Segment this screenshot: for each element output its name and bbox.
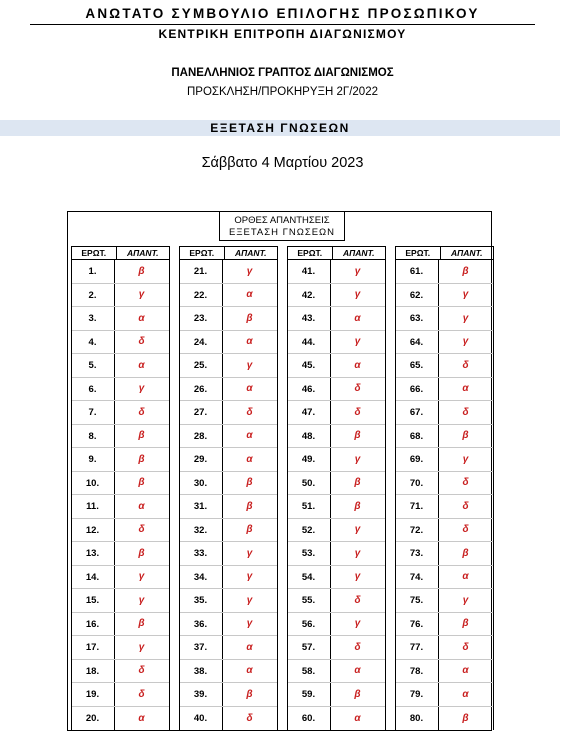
question-number: 10. — [71, 472, 115, 495]
correct-answer: δ — [246, 406, 253, 418]
answer-row — [179, 331, 278, 355]
question-number: 16. — [71, 613, 115, 636]
answer-row — [287, 613, 386, 637]
answer-row — [179, 542, 278, 566]
question-number: 53. — [287, 542, 331, 565]
correct-answer: γ — [462, 289, 469, 301]
question-number: 33. — [179, 542, 223, 565]
question-number: 26. — [179, 378, 223, 401]
answer-header: ΑΠΑΝΤ. — [235, 248, 267, 258]
question-number: 23. — [179, 307, 223, 330]
answer-row — [71, 448, 170, 472]
question-number: 77. — [395, 636, 439, 659]
correct-answer: β — [462, 547, 469, 559]
column-header — [179, 246, 278, 260]
answer-row — [71, 284, 170, 308]
question-number: 32. — [179, 519, 223, 542]
answer-row — [287, 284, 386, 308]
answer-row — [71, 519, 170, 543]
answer-row — [71, 636, 170, 660]
correct-answer: α — [462, 688, 469, 700]
question-number: 67. — [395, 401, 439, 424]
correct-answer: δ — [462, 477, 469, 489]
answer-row — [179, 354, 278, 378]
answer-row — [179, 260, 278, 284]
correct-answer: β — [354, 430, 361, 442]
question-number: 56. — [287, 613, 331, 636]
question-number: 18. — [71, 660, 115, 683]
question-number: 13. — [71, 542, 115, 565]
question-number: 45. — [287, 354, 331, 377]
correct-answer: α — [246, 430, 253, 442]
correct-answer: γ — [354, 265, 361, 277]
answer-row — [395, 472, 494, 496]
answer-row — [179, 707, 278, 731]
correct-answer: γ — [354, 571, 361, 583]
correct-answer: δ — [138, 665, 145, 677]
exam-notice: ΠΡΟΣΚΛΗΣΗ/ΠΡΟΚΗΡΥΞΗ 2Γ/2022 — [186, 86, 378, 98]
correct-answer: α — [354, 359, 361, 371]
column-header — [71, 246, 170, 260]
answer-row — [287, 542, 386, 566]
exam-title: ΠΑΝΕΛΛΗΝΙΟΣ ΓΡΑΠΤΟΣ ΔΙΑΓΩΝΙΣΜΟΣ — [171, 67, 394, 79]
answer-row — [395, 307, 494, 331]
question-number: 69. — [395, 448, 439, 471]
correct-answer: β — [138, 618, 145, 630]
answers-table-title-line2: ΕΞΕΤΑΣΗ ΓΝΩΣΕΩΝ — [228, 226, 336, 238]
answer-row — [179, 589, 278, 613]
answers-table-title — [219, 212, 345, 241]
question-number: 27. — [179, 401, 223, 424]
correct-answer: β — [462, 265, 469, 277]
correct-answer: β — [354, 500, 361, 512]
correct-answer: γ — [354, 524, 361, 536]
correct-answer: β — [462, 712, 469, 724]
question-number: 15. — [71, 589, 115, 612]
answer-row — [71, 425, 170, 449]
answer-row — [287, 589, 386, 613]
answer-column — [395, 246, 494, 730]
answers-table — [67, 211, 492, 731]
answer-row — [287, 566, 386, 590]
correct-answer: δ — [138, 406, 145, 418]
correct-answer: δ — [462, 359, 469, 371]
answer-row — [179, 378, 278, 402]
correct-answer: β — [138, 453, 145, 465]
answer-row — [287, 307, 386, 331]
answers-table-title-line1: ΟΡΘΕΣ ΑΠΑΝΤΗΣΕΙΣ — [234, 215, 330, 226]
correct-answer: γ — [462, 594, 469, 606]
correct-answer: γ — [246, 594, 253, 606]
question-number: 2. — [71, 284, 115, 307]
answer-row — [71, 260, 170, 284]
answer-row — [71, 401, 170, 425]
answer-row — [395, 378, 494, 402]
answer-row — [395, 519, 494, 543]
answer-row — [395, 707, 494, 731]
correct-answer: β — [138, 265, 145, 277]
correct-answer: δ — [354, 383, 361, 395]
question-number: 34. — [179, 566, 223, 589]
question-number: 7. — [71, 401, 115, 424]
correct-answer: δ — [462, 406, 469, 418]
answer-row — [395, 566, 494, 590]
correct-answer: γ — [246, 265, 253, 277]
question-header: ΕΡΩΤ. — [396, 247, 441, 259]
answer-row — [179, 636, 278, 660]
question-number: 25. — [179, 354, 223, 377]
question-number: 58. — [287, 660, 331, 683]
answer-header: ΑΠΑΝΤ. — [127, 248, 159, 258]
answer-row — [179, 401, 278, 425]
question-number: 65. — [395, 354, 439, 377]
question-number: 61. — [395, 260, 439, 283]
question-number: 17. — [71, 636, 115, 659]
correct-answer: β — [246, 477, 253, 489]
answer-row — [395, 260, 494, 284]
answer-row — [395, 542, 494, 566]
correct-answer: γ — [138, 571, 145, 583]
question-number: 46. — [287, 378, 331, 401]
answer-row — [395, 354, 494, 378]
correct-answer: γ — [354, 618, 361, 630]
correct-answer: γ — [462, 453, 469, 465]
question-number: 49. — [287, 448, 331, 471]
answer-row — [179, 519, 278, 543]
council-heading: ΑΝΩΤΑΤΟ ΣΥΜΒΟΥΛΙΟ ΕΠΙΛΟΓΗΣ ΠΡΟΣΩΠΙΚΟΥ — [85, 6, 480, 21]
correct-answer: δ — [138, 336, 145, 348]
correct-answer: β — [138, 430, 145, 442]
answer-row — [71, 307, 170, 331]
correct-answer: δ — [462, 524, 469, 536]
answer-row — [179, 660, 278, 684]
correct-answer: δ — [462, 500, 469, 512]
question-number: 80. — [395, 707, 439, 731]
correct-answer: α — [246, 665, 253, 677]
question-number: 3. — [71, 307, 115, 330]
answer-row — [179, 307, 278, 331]
question-number: 11. — [71, 495, 115, 518]
correct-answer: γ — [246, 618, 253, 630]
question-number: 39. — [179, 683, 223, 706]
answer-row — [287, 707, 386, 731]
question-number: 42. — [287, 284, 331, 307]
answer-row — [395, 448, 494, 472]
correct-answer: α — [138, 312, 145, 324]
correct-answer: δ — [354, 594, 361, 606]
correct-answer: γ — [354, 289, 361, 301]
answer-row — [395, 425, 494, 449]
correct-answer: α — [354, 665, 361, 677]
section-band: ΕΞΕΤΑΣΗ ΓΝΩΣΕΩΝ — [0, 120, 560, 136]
question-number: 43. — [287, 307, 331, 330]
exam-date: Σάββατο 4 Μαρτίου 2023 — [201, 155, 364, 171]
correct-answer: α — [462, 665, 469, 677]
question-number: 62. — [395, 284, 439, 307]
answer-row — [287, 636, 386, 660]
answer-row — [179, 472, 278, 496]
question-number: 79. — [395, 683, 439, 706]
correct-answer: β — [462, 618, 469, 630]
correct-answer: α — [246, 453, 253, 465]
question-number: 72. — [395, 519, 439, 542]
answer-row — [71, 707, 170, 731]
question-number: 64. — [395, 331, 439, 354]
header-rule — [30, 24, 535, 25]
answer-row — [395, 495, 494, 519]
correct-answer: α — [462, 571, 469, 583]
question-number: 48. — [287, 425, 331, 448]
question-number: 47. — [287, 401, 331, 424]
correct-answer: α — [246, 641, 253, 653]
question-number: 40. — [179, 707, 223, 731]
correct-answer: δ — [138, 524, 145, 536]
answer-column — [71, 246, 170, 730]
correct-answer: α — [246, 383, 253, 395]
question-number: 75. — [395, 589, 439, 612]
correct-answer: β — [246, 500, 253, 512]
answer-row — [395, 660, 494, 684]
correct-answer: γ — [138, 594, 145, 606]
answer-row — [395, 284, 494, 308]
answer-row — [395, 683, 494, 707]
question-number: 51. — [287, 495, 331, 518]
answer-row — [287, 425, 386, 449]
answer-row — [395, 636, 494, 660]
question-number: 74. — [395, 566, 439, 589]
column-header — [395, 246, 494, 260]
question-number: 19. — [71, 683, 115, 706]
question-number: 30. — [179, 472, 223, 495]
question-number: 12. — [71, 519, 115, 542]
correct-answer: α — [246, 289, 253, 301]
answer-row — [287, 331, 386, 355]
answer-row — [179, 613, 278, 637]
answer-row — [71, 495, 170, 519]
answer-row — [395, 613, 494, 637]
question-header: ΕΡΩΤ. — [180, 247, 225, 259]
correct-answer: α — [246, 336, 253, 348]
answer-row — [287, 448, 386, 472]
answer-row — [71, 660, 170, 684]
answer-row — [71, 378, 170, 402]
question-number: 5. — [71, 354, 115, 377]
answer-header: ΑΠΑΝΤ. — [343, 248, 375, 258]
question-number: 59. — [287, 683, 331, 706]
question-number: 71. — [395, 495, 439, 518]
correct-answer: α — [462, 383, 469, 395]
answer-row — [71, 589, 170, 613]
correct-answer: γ — [138, 641, 145, 653]
question-number: 20. — [71, 707, 115, 731]
answer-row — [71, 331, 170, 355]
question-header: ΕΡΩΤ. — [72, 247, 117, 259]
correct-answer: γ — [246, 571, 253, 583]
question-number: 41. — [287, 260, 331, 283]
question-number: 63. — [395, 307, 439, 330]
answer-row — [71, 566, 170, 590]
question-number: 21. — [179, 260, 223, 283]
question-number: 73. — [395, 542, 439, 565]
correct-answer: β — [246, 312, 253, 324]
correct-answer: β — [354, 477, 361, 489]
question-number: 4. — [71, 331, 115, 354]
question-number: 66. — [395, 378, 439, 401]
committee-heading: ΚΕΝΤΡΙΚΗ ΕΠΙΤΡΟΠΗ ΔΙΑΓΩΝΙΣΜΟΥ — [158, 27, 407, 41]
correct-answer: β — [462, 430, 469, 442]
correct-answer: δ — [246, 712, 253, 724]
correct-answer: β — [246, 688, 253, 700]
answer-row — [179, 566, 278, 590]
correct-answer: γ — [138, 289, 145, 301]
answer-row — [287, 260, 386, 284]
answer-row — [179, 683, 278, 707]
answer-row — [179, 284, 278, 308]
question-number: 60. — [287, 707, 331, 731]
question-number: 9. — [71, 448, 115, 471]
answer-row — [395, 589, 494, 613]
answer-row — [71, 683, 170, 707]
correct-answer: β — [138, 547, 145, 559]
correct-answer: β — [354, 688, 361, 700]
correct-answer: γ — [354, 453, 361, 465]
correct-answer: α — [138, 712, 145, 724]
correct-answer: α — [354, 712, 361, 724]
question-number: 29. — [179, 448, 223, 471]
correct-answer: β — [246, 524, 253, 536]
question-header: ΕΡΩΤ. — [288, 247, 333, 259]
correct-answer: δ — [354, 406, 361, 418]
question-number: 78. — [395, 660, 439, 683]
column-header — [287, 246, 386, 260]
question-number: 28. — [179, 425, 223, 448]
question-number: 1. — [71, 260, 115, 283]
correct-answer: α — [138, 500, 145, 512]
question-number: 22. — [179, 284, 223, 307]
answer-row — [287, 660, 386, 684]
question-number: 24. — [179, 331, 223, 354]
answer-row — [71, 542, 170, 566]
question-number: 55. — [287, 589, 331, 612]
correct-answer: δ — [462, 641, 469, 653]
answer-row — [179, 425, 278, 449]
correct-answer: δ — [354, 641, 361, 653]
answer-row — [71, 472, 170, 496]
answer-header: ΑΠΑΝΤ. — [451, 248, 483, 258]
answer-row — [179, 495, 278, 519]
answer-row — [179, 448, 278, 472]
question-number: 38. — [179, 660, 223, 683]
answer-row — [395, 331, 494, 355]
question-number: 50. — [287, 472, 331, 495]
correct-answer: β — [138, 477, 145, 489]
question-number: 76. — [395, 613, 439, 636]
question-number: 70. — [395, 472, 439, 495]
question-number: 35. — [179, 589, 223, 612]
correct-answer: γ — [462, 312, 469, 324]
correct-answer: γ — [354, 336, 361, 348]
correct-answer: α — [138, 359, 145, 371]
correct-answer: γ — [246, 547, 253, 559]
answer-row — [287, 519, 386, 543]
answer-row — [287, 354, 386, 378]
answer-column — [179, 246, 278, 730]
question-number: 54. — [287, 566, 331, 589]
question-number: 8. — [71, 425, 115, 448]
answer-row — [287, 683, 386, 707]
question-number: 6. — [71, 378, 115, 401]
answer-row — [71, 613, 170, 637]
correct-answer: γ — [462, 336, 469, 348]
correct-answer: α — [354, 312, 361, 324]
answer-row — [287, 378, 386, 402]
question-number: 36. — [179, 613, 223, 636]
question-number: 44. — [287, 331, 331, 354]
correct-answer: γ — [138, 383, 145, 395]
answer-row — [287, 472, 386, 496]
question-number: 52. — [287, 519, 331, 542]
correct-answer: δ — [138, 688, 145, 700]
answer-row — [287, 495, 386, 519]
answer-row — [395, 401, 494, 425]
answer-row — [287, 401, 386, 425]
question-number: 37. — [179, 636, 223, 659]
correct-answer: γ — [246, 359, 253, 371]
answer-column — [287, 246, 386, 730]
question-number: 68. — [395, 425, 439, 448]
correct-answer: γ — [354, 547, 361, 559]
question-number: 57. — [287, 636, 331, 659]
question-number: 14. — [71, 566, 115, 589]
answer-row — [71, 354, 170, 378]
question-number: 31. — [179, 495, 223, 518]
